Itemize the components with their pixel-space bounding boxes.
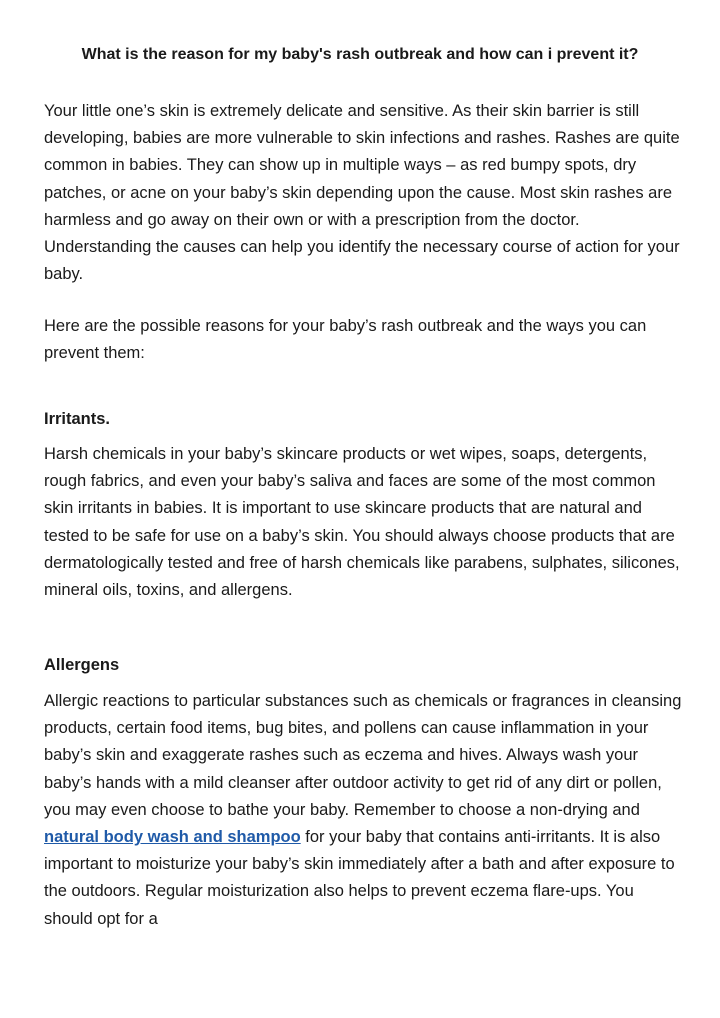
natural-body-wash-link[interactable]: natural body wash and shampoo [44,828,301,847]
intro-paragraph: Your little one’s skin is extremely delicate and sensitive. As their skin barrier is still developing, babies are more vulnerable to skin infections and rashes. Rashes are quite common in babies. They can show up in multiple ways – as red bumpy spots, dry patches, or acne on your baby’s skin depending upon the cause. Most skin rashes are harmless and go away on their own or with a prescription from the doctor. Understanding the causes can help you identify the necessary course of action for your baby. [44,102,680,284]
allergens-paragraph [44,688,684,933]
page-title: What is the reason for my baby's rash outbreak and how can i prevent it? [81,46,639,63]
irritants-paragraph: Harsh chemicals in your baby’s skincare products or wet wipes, soaps, detergents, rough fabrics, and even your baby’s saliva and faces are some of the most common skin irritants in babies. It is important to use skincare products that are natural and tested to be safe for use on a baby’s skin. You should always choose products that are dermatologically tested and free of harsh chemicals like parabens, sulphates, silicones, mineral oils, toxins, and allergens. [44,445,680,600]
allergens-text-before-link: Allergic reactions to particular substances such as chemicals or fragrances in cleansing products, certain food items, bug bites, and pollens can cause inflammation in your baby’s skin and exaggerate rashes such as eczema and hives. Always wash your baby’s hands with a mild cleanser after outdoor activity to get rid of any dirt or pollen, you may even choose to bathe your baby. Remember to choose a non-drying and [44,692,682,819]
irritants-heading: Irritants. [44,410,111,428]
allergens-text-after-link: for your baby that contains anti-irritants. It is also important to moisturize your baby’s skin immediately after a bath and after exposure to the outdoors. Regular moisturization also helps to prevent eczema flare-ups. You should opt for a [44,828,675,928]
allergens-heading: Allergens [44,656,120,674]
reasons-intro-paragraph: Here are the possible reasons for your baby’s rash outbreak and the ways you can prevent them: [44,317,647,363]
